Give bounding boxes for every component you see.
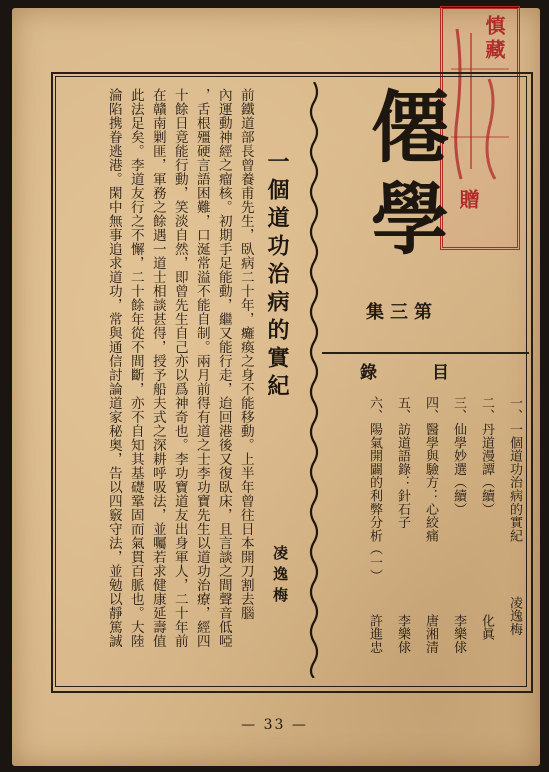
toc-item-title: 二、丹道漫譚（續） xyxy=(479,396,494,516)
toc-item-5-author: 李樂俅 xyxy=(395,614,410,654)
article-title: 一個道功治病的實紀 xyxy=(264,150,290,402)
toc-item-4-author: 唐湘清 xyxy=(423,614,438,654)
issue-number: 第三集 xyxy=(366,302,438,323)
toc-item-6-author: 許進忠 xyxy=(367,614,382,654)
article-author: 凌逸梅 xyxy=(271,545,289,608)
toc-item-3[interactable] xyxy=(448,396,469,516)
toc-item-4[interactable] xyxy=(420,396,441,542)
toc-item-title: 三、仙學妙選（續） xyxy=(451,396,466,516)
magazine-title: 僊學 xyxy=(358,86,449,270)
page-number: — 33 — xyxy=(241,717,308,733)
toc-heading-mu: 目 xyxy=(432,363,449,383)
article-column-3: ，舌根殭硬言語困難，口涎常溢不能自制。兩月前得有道之士李功寶先生以道功治療，經四 xyxy=(193,88,210,648)
wavy-divider xyxy=(306,82,322,678)
seal-text-left: 贈 xyxy=(456,189,480,213)
toc-item-5[interactable] xyxy=(392,396,413,529)
toc-item-title: 一、一個道功治病的實紀 xyxy=(507,396,522,543)
seal-text-right: 慎藏 xyxy=(482,15,506,63)
toc-item-2[interactable] xyxy=(476,396,497,516)
article-column-2: 內運動神經之瘤核。初期手足能動，繼又能行走，迨回港後又復臥床，且言談之間聲音低啞 xyxy=(215,88,232,648)
toc-item-3-author: 李樂俅 xyxy=(451,614,466,654)
article-column-5: 在贛南剿匪，軍務之餘遇一道士相談甚得，授予船夫式之深耕呼吸法，並囑若求健康延壽值 xyxy=(149,88,166,648)
toc-item-6[interactable] xyxy=(364,396,385,582)
toc-heading-lu: 錄 xyxy=(360,363,377,383)
toc-item-2-author: 化眞 xyxy=(479,614,494,641)
toc-divider xyxy=(322,352,529,354)
toc-item-1-author: 凌逸梅 xyxy=(507,596,522,636)
article-column-6: 此法足矣。李道友行之不懈，二十餘年從不間斷，亦不自知其基礎鞏固而氣貫百脈也。大陸 xyxy=(127,88,144,648)
toc-item-title: 六、陽氣開闢的利弊分析（一） xyxy=(367,396,382,583)
article-column-1: 前鐵道部長曾養甫先生，臥病二十年，癱瘓之身不能移動。上半年曾往日本開刀割去腦 xyxy=(237,88,254,620)
article-column-4: 十餘日竟能行動，笑淡自然，即曾先生自己亦以爲神奇也。李功寶道友出身軍人，二十年前 xyxy=(171,88,188,648)
article-column-7: 淪陷携眷逃港。閑中無事追求道功，常與通信討論道家秘奥，告以四竅守法，並勉以靜篤誠 xyxy=(105,88,122,648)
toc-item-1[interactable] xyxy=(504,396,525,542)
toc-item-title: 四、醫學與驗方：心絞痛 xyxy=(423,396,438,543)
toc-item-title: 五、訪道語錄：針石子 xyxy=(395,396,410,529)
